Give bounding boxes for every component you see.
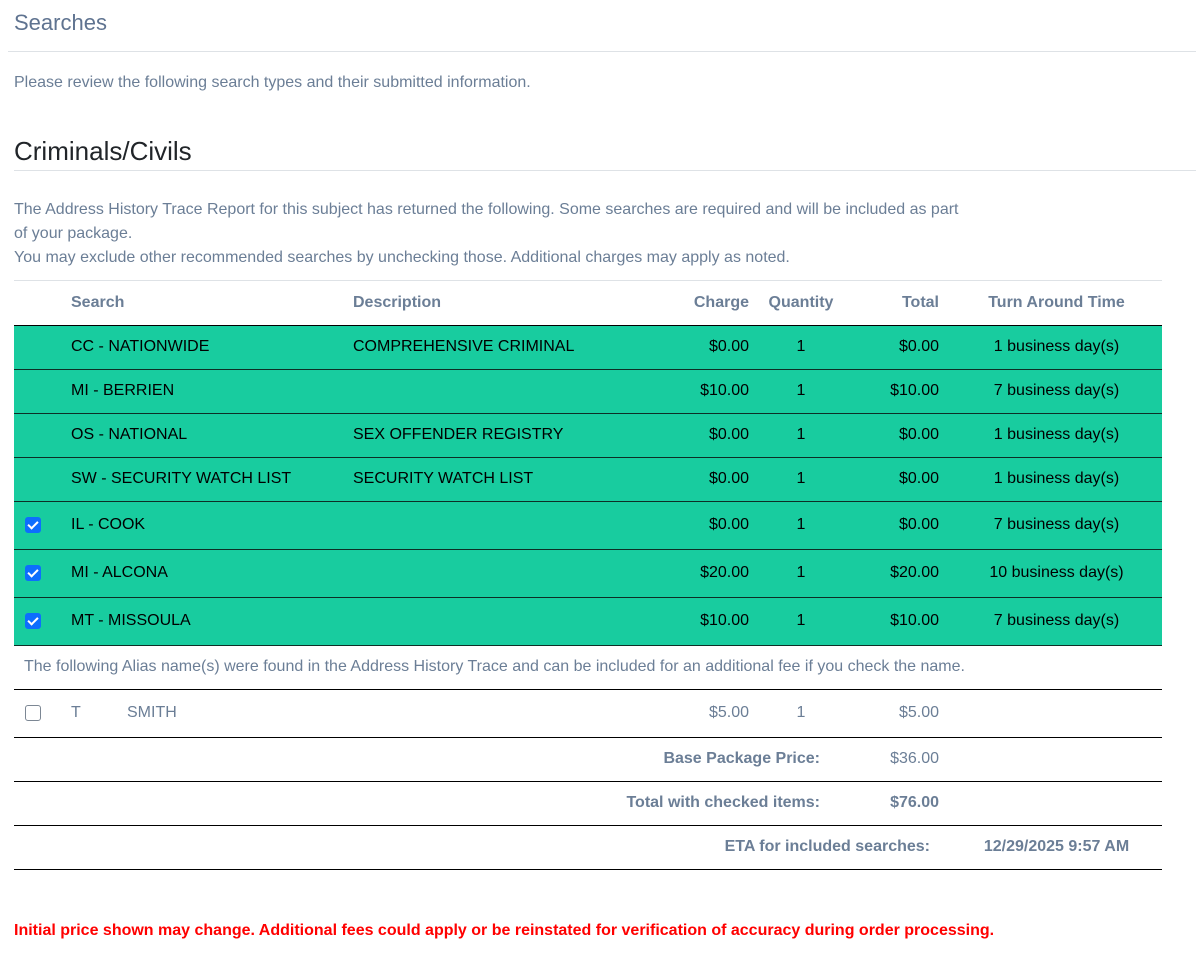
description-line-2: You may exclude other recommended searches by unchecking those. Additional charges may apply as noted.	[14, 249, 790, 266]
row-charge: $20.00	[641, 549, 761, 597]
row-select-cell	[14, 597, 52, 645]
row-description	[353, 369, 641, 413]
eta-label: ETA for included searches:	[14, 825, 951, 869]
title-divider	[8, 51, 1196, 52]
row-quantity: 1	[761, 369, 841, 413]
searches-table	[14, 281, 1162, 870]
header-quantity: Quantity	[761, 281, 841, 325]
row-charge: $10.00	[641, 369, 761, 413]
row-description	[353, 549, 641, 597]
price-warning: Initial price shown may change. Additional fees could apply or be reinstated for verification of accuracy during order processing.	[14, 922, 995, 939]
alias-row	[14, 689, 1162, 737]
row-quantity: 1	[761, 597, 841, 645]
row-description	[353, 597, 641, 645]
table-row	[14, 457, 1162, 501]
alias-total: $5.00	[841, 689, 951, 737]
checked-total-value: $76.00	[841, 781, 951, 825]
header-search: Search	[52, 281, 353, 325]
header-turnaround: Turn Around Time	[951, 281, 1162, 325]
alias-description	[353, 689, 641, 737]
header-description: Description	[353, 281, 641, 325]
description-line-1: The Address History Trace Report for this subject has returned the following. Some searches are required and will be included as part of your package.	[14, 201, 959, 242]
row-charge: $0.00	[641, 325, 761, 369]
intro-text: Please review the following search types and their submitted information.	[14, 74, 531, 91]
table-row	[14, 413, 1162, 457]
row-description	[353, 501, 641, 549]
row-turnaround: 1 business day(s)	[951, 325, 1162, 369]
row-description: COMPREHENSIVE CRIMINAL	[353, 325, 641, 369]
row-total: $0.00	[841, 457, 951, 501]
row-charge: $0.00	[641, 501, 761, 549]
row-select-cell	[14, 501, 52, 549]
row-search: SW - SECURITY WATCH LIST	[52, 457, 353, 501]
alias-select-cell	[14, 689, 52, 737]
summary-row-checked	[14, 781, 1162, 825]
row-turnaround: 7 business day(s)	[951, 501, 1162, 549]
row-charge: $10.00	[641, 597, 761, 645]
row-total: $20.00	[841, 549, 951, 597]
row-total: $10.00	[841, 597, 951, 645]
section-title: Criminals/Civils	[14, 136, 192, 166]
row-description: SEX OFFENDER REGISTRY	[353, 413, 641, 457]
row-search: MI - BERRIEN	[52, 369, 353, 413]
row-quantity: 1	[761, 325, 841, 369]
row-description: SECURITY WATCH LIST	[353, 457, 641, 501]
table-row	[14, 549, 1162, 597]
row-select-cell	[14, 413, 52, 457]
row-search: MT - MISSOULA	[52, 597, 353, 645]
row-select-cell	[14, 325, 52, 369]
alias-name	[52, 689, 353, 737]
checked-total-label: Total with checked items:	[14, 781, 841, 825]
row-turnaround: 7 business day(s)	[951, 369, 1162, 413]
header-charge: Charge	[641, 281, 761, 325]
row-checkbox[interactable]	[25, 565, 41, 581]
row-charge: $0.00	[641, 457, 761, 501]
row-select-cell	[14, 457, 52, 501]
row-search: IL - COOK	[52, 501, 353, 549]
row-select-cell	[14, 369, 52, 413]
row-search: MI - ALCONA	[52, 549, 353, 597]
summary-spacer	[951, 737, 1162, 781]
section-description	[14, 198, 974, 270]
header-total: Total	[841, 281, 951, 325]
row-total: $10.00	[841, 369, 951, 413]
alias-charge: $5.00	[641, 689, 761, 737]
alias-note-row	[14, 645, 1162, 689]
alias-first-name: T	[71, 704, 81, 721]
summary-row-eta	[14, 825, 1162, 869]
row-checkbox[interactable]	[25, 613, 41, 629]
table-header-row	[14, 281, 1162, 325]
alias-checkbox[interactable]	[25, 705, 41, 721]
row-turnaround: 10 business day(s)	[951, 549, 1162, 597]
row-quantity: 1	[761, 501, 841, 549]
row-charge: $0.00	[641, 413, 761, 457]
row-select-cell	[14, 549, 52, 597]
table-row	[14, 597, 1162, 645]
header-select	[14, 281, 52, 325]
row-search: CC - NATIONWIDE	[52, 325, 353, 369]
table-row	[14, 369, 1162, 413]
alias-last-name: SMITH	[127, 704, 177, 721]
page-title: Searches	[14, 10, 107, 35]
row-total: $0.00	[841, 501, 951, 549]
row-checkbox[interactable]	[25, 517, 41, 533]
table-row	[14, 501, 1162, 549]
row-quantity: 1	[761, 413, 841, 457]
table-row	[14, 325, 1162, 369]
eta-value: 12/29/2025 9:57 AM	[951, 825, 1162, 869]
row-quantity: 1	[761, 457, 841, 501]
alias-turnaround	[951, 689, 1162, 737]
base-price-value: $36.00	[841, 737, 951, 781]
row-turnaround: 7 business day(s)	[951, 597, 1162, 645]
base-price-label: Base Package Price:	[14, 737, 841, 781]
alias-quantity: 1	[761, 689, 841, 737]
alias-note: The following Alias name(s) were found in the Address History Trace and can be included for an additional fee if you check the name.	[14, 645, 1162, 689]
row-search: OS - NATIONAL	[52, 413, 353, 457]
row-turnaround: 1 business day(s)	[951, 457, 1162, 501]
row-total: $0.00	[841, 325, 951, 369]
row-total: $0.00	[841, 413, 951, 457]
row-quantity: 1	[761, 549, 841, 597]
row-turnaround: 1 business day(s)	[951, 413, 1162, 457]
summary-row-base	[14, 737, 1162, 781]
section-divider	[14, 170, 1196, 171]
summary-spacer	[951, 781, 1162, 825]
